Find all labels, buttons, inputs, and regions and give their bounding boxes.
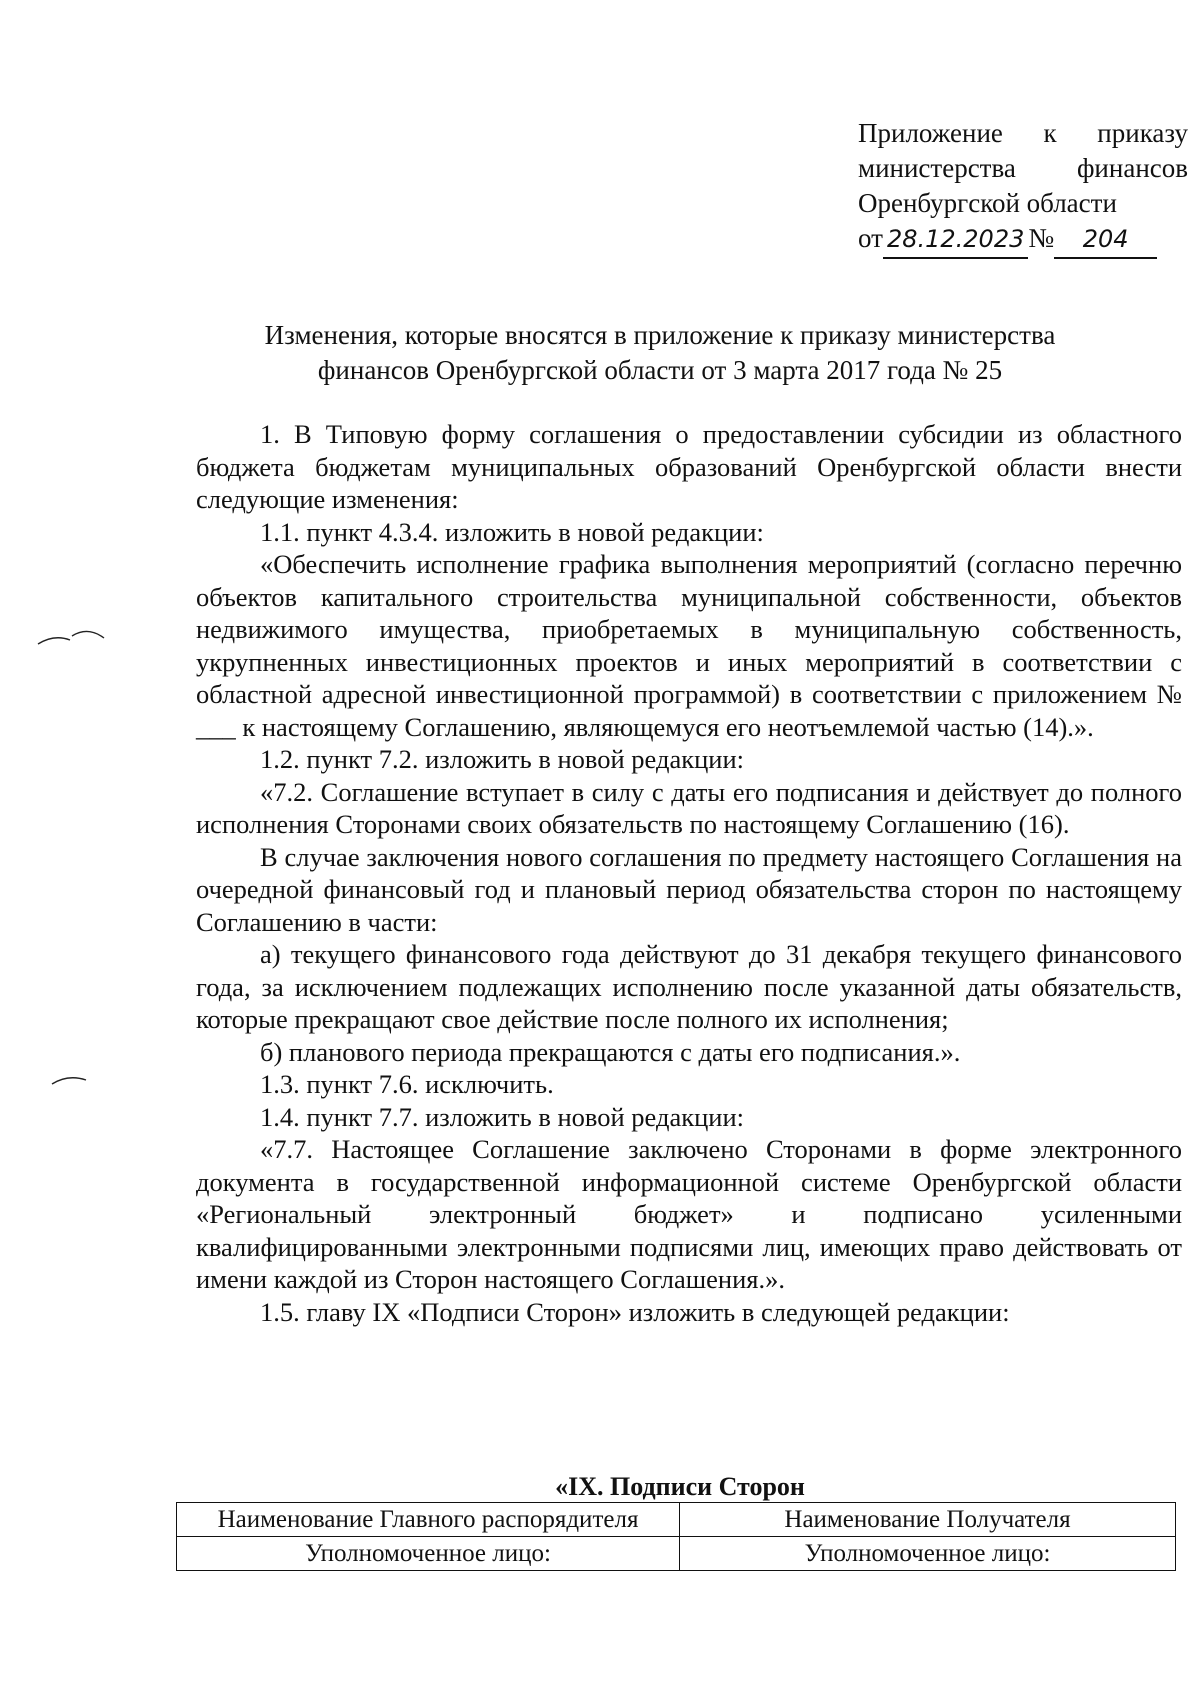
paragraph: 1.2. пункт 7.2. изложить в новой редакции: (260, 744, 744, 774)
appendix-word: к (1043, 118, 1057, 148)
handwritten-date: 28.12.2023 (883, 222, 1028, 259)
cell-right-authorized: Уполномоченное лицо: (680, 1537, 1176, 1571)
title-line-2: финансов Оренбургской области от 3 марта 2017 года № 25 (317, 355, 1003, 385)
scan-mark-top (36, 620, 106, 650)
appendix-line-2 (858, 151, 1188, 186)
document-body (196, 418, 1182, 1328)
scan-mark-bottom (50, 1070, 90, 1090)
table-row (177, 1537, 1176, 1571)
cell-left-authorized: Уполномоченное лицо: (177, 1537, 680, 1571)
document-title (200, 318, 1120, 388)
date-prefix: от (858, 223, 883, 253)
appendix-word: министерства (858, 153, 1016, 183)
paragraph: 1.1. пункт 4.3.4. изложить в новой редакции: (260, 516, 764, 547)
paragraph: 1. В Типовую форму соглашения о предоставлении субсидии из областного бюджета бюджетам муниципальных образований Оренбургской области внести следующие изменения: (196, 419, 1182, 514)
header-cell-left: Наименование Главного распорядителя (177, 1503, 680, 1537)
appendix-line-1 (858, 116, 1188, 151)
paragraph: «7.2. Соглашение вступает в силу с даты его подписания и действует до полного исполнения Сторонами своих обязательств по настоящему Соглашению (16). (196, 776, 1182, 839)
paragraph: а) текущего финансового года действуют до 31 декабря текущего финансового года, за исключением подлежащих исполнению после указанной даты обязательств, которые прекращают свое действие после полного их исполнения; (196, 939, 1182, 1034)
paragraph: 1.5. главу IX «Подписи Сторон» изложить в следующей редакции: (260, 1296, 1010, 1327)
appendix-word: Приложение (858, 118, 1003, 148)
handwritten-number: 204 (1054, 222, 1157, 259)
appendix-date-line (858, 221, 1188, 259)
paragraph: В случае заключения нового соглашения по предмету настоящего Соглашения на очередной финансовый год и плановый период обязательства сторон по настоящему Соглашению в части: (196, 841, 1182, 937)
appendix-line-3: Оренбургской области (858, 188, 1117, 218)
paragraph: «7.7. Настоящее Соглашение заключено Сторонами в форме электронного документа в государственной информационной системе Оренбургской области «Региональный электронный бюджет» и подписано усиленными квалифицированными электронными подписями лиц, имеющих право действовать от имени каждой из Сторон настоящего Соглашения.». (196, 1134, 1182, 1294)
title-line-1: Изменения, которые вносятся в приложение к приказу министерства (264, 320, 1056, 350)
appendix-word: финансов (1076, 153, 1188, 183)
paragraph: «Обеспечить исполнение графика выполнения мероприятий (согласно перечню объектов капитального строительства муниципальной собственности, объектов недвижимого имущества, приобретаемых в муниципальную собственность, укрупненных инвестиционных проектов и иных мероприятий в соответствии с областной адресной инвестиционной программой) в соответствии с приложением № ___ к настоящему Соглашению, являющемуся его неотъемлемой частью (14).». (196, 549, 1182, 742)
appendix-header (858, 116, 1188, 259)
paragraph: 1.4. пункт 7.7. изложить в новой редакции: (260, 1101, 744, 1132)
paragraph: б) планового периода прекращаются с даты его подписания.». (260, 1036, 961, 1067)
header-cell-right: Наименование Получателя (680, 1503, 1176, 1537)
appendix-word: приказу (1097, 118, 1188, 148)
table-row (177, 1503, 1176, 1537)
signatures-heading: «IX. Подписи Сторон (555, 1472, 805, 1501)
signatures-table (176, 1502, 1176, 1571)
paragraph: 1.3. пункт 7.6. исключить. (260, 1069, 554, 1099)
number-label: № (1028, 223, 1055, 253)
